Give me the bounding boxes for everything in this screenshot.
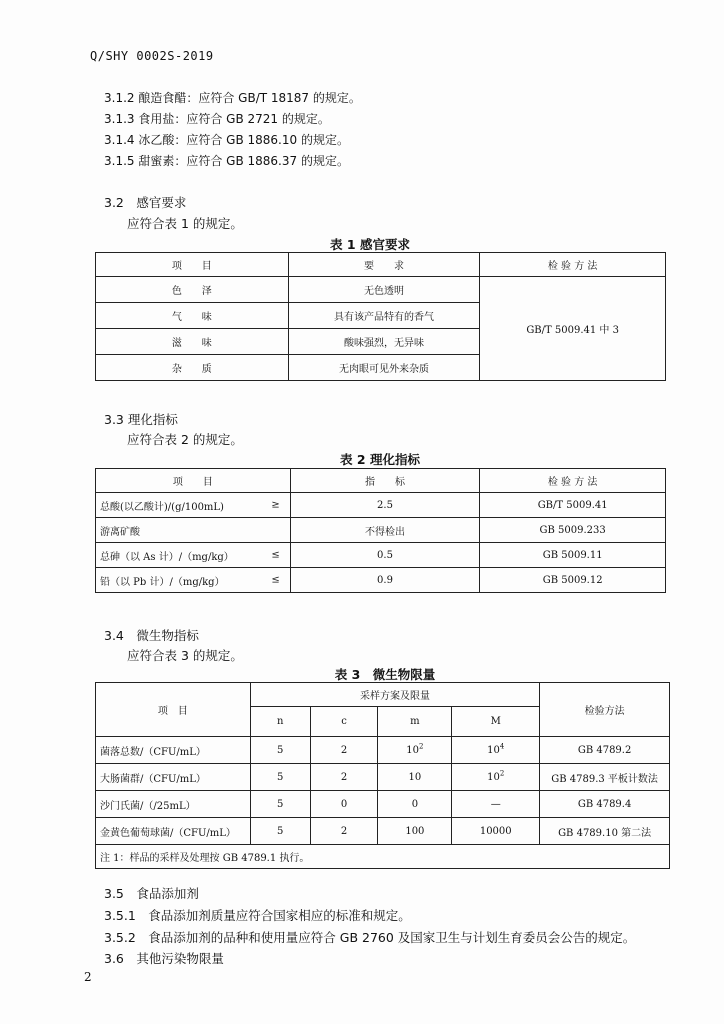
table3-method: GB 4789.10 第二法 (540, 818, 670, 845)
table1-req-impurity: 无肉眼可见外来杂质 (288, 355, 480, 381)
table3-n: 5 (250, 818, 310, 845)
table-physicochemical (95, 468, 666, 593)
table2-item-label: 游离矿酸 (100, 526, 140, 538)
table2-item-lead (96, 568, 291, 593)
table3-M-exponent: 2 (499, 769, 505, 778)
table1-req-odor: 具有该产品特有的香气 (288, 303, 480, 329)
section-3-2-intro: 应符合表 1 的规定。 (127, 216, 243, 231)
table3-n: 5 (250, 737, 310, 764)
table3-c: 2 (310, 764, 378, 791)
table2-method-total-acid: GB/T 5009.41 (480, 493, 666, 518)
table3-M-base: 10 (487, 771, 500, 783)
table2-value-lead: 0.9 (290, 568, 480, 593)
table2-method-mineral-acid: GB 5009.233 (480, 518, 666, 543)
table2-item-label: 铅（以 Pb 计）/（mg/kg） (100, 576, 225, 588)
section-3-3-heading: 3.3 理化指标 (104, 412, 178, 427)
table3-m-base: 10 (408, 771, 422, 783)
table2-item-mineral-acid (96, 518, 291, 543)
clause-3-1-3: 3.1.3 食用盐：应符合 GB 2721 的规定。 (104, 112, 330, 126)
document-header-code: Q/SHY 0002S-2019 (90, 49, 214, 63)
table3-M (452, 764, 540, 791)
table3-m-exponent: 2 (419, 742, 424, 751)
table3-sub-M: M (452, 707, 540, 737)
table-sensory (95, 252, 666, 381)
table3-c: 2 (310, 737, 378, 764)
table3-m: 100 (378, 818, 452, 845)
table2-item-label: 总酸(以乙酸计)/(g/100mL) (100, 501, 224, 513)
table3-M-exponent: 4 (499, 742, 505, 751)
table3-item-salmonella: 沙门氏菌/（/25mL） (96, 791, 251, 818)
section-3-2-heading: 3.2 感官要求 (104, 195, 187, 210)
table3-method: GB 4789.4 (540, 791, 670, 818)
table-microbiological (95, 682, 670, 869)
table3-method: GB 4789.2 (540, 737, 670, 764)
lte-symbol: ≤ (271, 574, 280, 586)
table3-M: 10000 (452, 818, 540, 845)
section-3-4-heading: 3.4 微生物指标 (104, 628, 199, 643)
section-3-5-heading: 3.5 食品添加剂 (104, 886, 199, 901)
table2-method-arsenic: GB 5009.11 (480, 543, 666, 568)
table1-method: GB/T 5009.41 中 3 (480, 277, 666, 381)
table3-header-item: 项 目 (96, 683, 251, 737)
table3-M: — (452, 791, 540, 818)
table1-item-impurity: 杂 质 (96, 355, 289, 381)
table2-header-method: 检 验 方 法 (480, 469, 666, 493)
table1-item-odor: 气 味 (96, 303, 289, 329)
table3-note: 注 1：样品的采样及处理按 GB 4789.1 执行。 (96, 845, 670, 869)
clause-3-1-5: 3.1.5 甜蜜素：应符合 GB 1886.37 的规定。 (104, 154, 349, 168)
table2-value-mineral-acid: 不得检出 (290, 518, 480, 543)
section-3-4-intro: 应符合表 3 的规定。 (127, 648, 243, 663)
table3-method: GB 4789.3 平板计数法 (540, 764, 670, 791)
table3-item-staph-aureus: 金黄色葡萄球菌/（CFU/mL） (96, 818, 251, 845)
table1-caption: 表 1 感官要求 (330, 237, 410, 252)
table1-req-color: 无色透明 (288, 277, 480, 303)
table1-req-taste: 酸味强烈，无异味 (288, 329, 480, 355)
table2-item-total-acid (96, 493, 291, 518)
table1-item-taste: 滋 味 (96, 329, 289, 355)
table3-n: 5 (250, 764, 310, 791)
table2-value-arsenic: 0.5 (290, 543, 480, 568)
table3-m: 0 (378, 791, 452, 818)
table3-m (378, 764, 452, 791)
table1-item-color: 色 泽 (96, 277, 289, 303)
table1-header-method: 检 验 方 法 (480, 253, 666, 277)
table3-M (452, 737, 540, 764)
table2-caption: 表 2 理化指标 (340, 452, 420, 467)
table3-M-base: 10 (487, 744, 500, 756)
table3-item-aerobic-count: 菌落总数/（CFU/mL） (96, 737, 251, 764)
table3-header-method: 检验方法 (540, 683, 670, 737)
table2-item-arsenic (96, 543, 291, 568)
table3-m (378, 737, 452, 764)
clause-3-1-4: 3.1.4 冰乙酸：应符合 GB 1886.10 的规定。 (104, 133, 349, 147)
table3-n: 5 (250, 791, 310, 818)
table3-m-base: 10 (406, 744, 420, 756)
lte-symbol: ≤ (271, 549, 280, 561)
table2-header-value: 指 标 (290, 469, 480, 493)
clause-3-5-1: 3.5.1 食品添加剂质量应符合国家相应的标准和规定。 (104, 908, 411, 923)
table3-item-coliforms: 大肠菌群/（CFU/mL） (96, 764, 251, 791)
table2-value-total-acid: 2.5 (290, 493, 480, 518)
table2-method-lead: GB 5009.12 (480, 568, 666, 593)
clause-3-5-2: 3.5.2 食品添加剂的品种和使用量应符合 GB 2760 及国家卫生与计划生育委员会公告的规定。 (104, 930, 636, 945)
table3-sub-m: m (378, 707, 452, 737)
page-number: 2 (84, 970, 92, 984)
table3-c: 0 (310, 791, 378, 818)
table3-caption: 表 3 微生物限量 (334, 667, 436, 682)
table1-header-requirement: 要 求 (288, 253, 480, 277)
table3-c: 2 (310, 818, 378, 845)
clause-3-1-2: 3.1.2 酿造食醋：应符合 GB/T 18187 的规定。 (104, 91, 361, 105)
table1-header-item: 项 目 (96, 253, 289, 277)
table3-sub-n: n (250, 707, 310, 737)
table2-header-item: 项 目 (96, 469, 291, 493)
section-3-3-intro: 应符合表 2 的规定。 (127, 432, 243, 447)
table3-sub-c: c (310, 707, 378, 737)
table2-item-label: 总砷（以 As 计）/（mg/kg） (100, 551, 234, 563)
section-3-6-heading: 3.6 其他污染物限量 (104, 951, 224, 966)
gte-symbol: ≥ (271, 499, 280, 511)
table3-header-sampling-plan: 采样方案及限量 (250, 683, 539, 707)
